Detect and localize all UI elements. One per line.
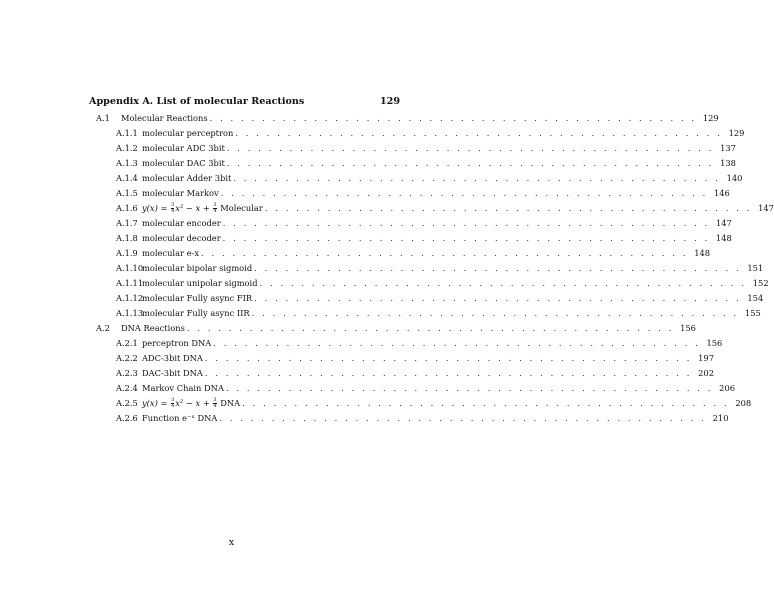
entry-number: A.2.3: [116, 368, 138, 378]
entry-number: A.2.1: [116, 338, 138, 348]
entry-title-math: [142, 201, 265, 215]
entry-number: A.1.11: [116, 278, 144, 288]
entry-title: molecular ADC 3bit: [142, 143, 225, 153]
entry-number: A.1.1: [116, 128, 138, 138]
entry-page-number: 147: [715, 218, 732, 228]
entry-number: A.1.9: [116, 248, 138, 258]
appendix-page-number: 129: [379, 96, 400, 107]
toc-section-a2[interactable]: [96, 321, 696, 335]
entry-page-number: 148: [694, 248, 711, 258]
entry-title-math: [142, 396, 242, 410]
section-page-number: 129: [702, 113, 719, 123]
entry-title: ADC-3bit DNA: [142, 353, 203, 363]
fraction: [171, 398, 174, 409]
fraction-denominator: 4: [171, 208, 175, 214]
toc-entry[interactable]: [116, 141, 736, 155]
entry-title: Markov Chain DNA: [142, 383, 224, 393]
toc-entry[interactable]: [116, 381, 736, 395]
dot-leader: . . . . . . . . . . . . . . . . . . . . . . . . . . . . . . . . . . . . . . . . . . . . . . .: [225, 383, 714, 393]
entry-number: A.1.13: [116, 308, 144, 318]
entry-title: molecular Fully async FIR: [142, 293, 253, 303]
toc-entry[interactable]: [116, 201, 774, 215]
fraction: [213, 398, 216, 409]
dot-leader: . . . . . . . . . . . . . . . . . . . . . . . . . . . . . . . . . . . . . . . . . . . . . . .: [264, 203, 752, 213]
dot-leader: . . . . . . . . . . . . . . . . . . . . . . . . . . . . . . . . . . . . . . . . . . . . . . .: [220, 188, 708, 198]
dot-leader: . . . . . . . . . . . . . . . . . . . . . . . . . . . . . . . . . . . . . . . . . . . . . . .: [226, 158, 714, 168]
entry-title: perceptron DNA: [142, 338, 212, 348]
fraction: [171, 203, 174, 214]
toc-entry[interactable]: [116, 291, 764, 305]
entry-page-number: 147: [758, 203, 774, 213]
entry-number: A.1.12: [116, 293, 144, 303]
entry-page-number: 208: [735, 398, 752, 408]
dot-leader: . . . . . . . . . . . . . . . . . . . . . . . . . . . . . . . . . . . . . . . . . . . . . . .: [204, 353, 692, 363]
entry-title: molecular encoder: [142, 218, 221, 228]
entry-title: DAC-3bit DNA: [142, 368, 203, 378]
toc-entry[interactable]: [116, 156, 736, 170]
entry-title: molecular Adder 3bit: [142, 173, 232, 183]
toc-entry[interactable]: [116, 396, 752, 410]
dot-leader: . . . . . . . . . . . . . . . . . . . . . . . . . . . . . . . . . . . . . . . . . . . . . . .: [235, 128, 723, 138]
toc-entry[interactable]: [116, 246, 711, 260]
entry-title: molecular Fully async IIR: [142, 308, 250, 318]
math-prefix: y(x) =: [142, 398, 171, 408]
math-middle: x² − x +: [175, 203, 213, 213]
dot-leader: . . . . . . . . . . . . . . . . . . . . . . . . . . . . . . . . . . . . . . . . . . . . . . .: [222, 218, 710, 228]
entry-page-number: 137: [720, 143, 736, 153]
page-footer-number: x: [228, 538, 235, 548]
dot-leader: . . . . . . . . . . . . . . . . . . . . . . . . . . . . . . . . . . . . . . . . . . . . . . .: [251, 308, 739, 318]
entry-page-number: 140: [726, 173, 743, 183]
dot-leader: . . . . . . . . . . . . . . . . . . . . . . . . . . . . . . . . . . . . . . . . . . . . . . .: [226, 143, 714, 153]
toc-entry[interactable]: [116, 411, 729, 425]
entry-page-number: 210: [712, 413, 729, 423]
entry-number: A.2.5: [116, 398, 138, 408]
entry-page-number: 146: [713, 188, 730, 198]
fraction: [213, 203, 216, 214]
entry-title: molecular perceptron: [142, 128, 234, 138]
fraction-numerator: 3: [171, 202, 175, 208]
entry-page-number: 197: [698, 353, 714, 363]
dot-leader: . . . . . . . . . . . . . . . . . . . . . . . . . . . . . . . . . . . . . . . . . . . . . . .: [209, 113, 697, 123]
dot-leader: . . . . . . . . . . . . . . . . . . . . . . . . . . . . . . . . . . . . . . . . . . . . . . .: [213, 338, 701, 348]
math-suffix: Molecular: [217, 203, 263, 213]
entry-page-number: 138: [720, 158, 736, 168]
toc-entry[interactable]: [116, 306, 761, 320]
entry-number: A.1.4: [116, 173, 138, 183]
dot-leader: . . . . . . . . . . . . . . . . . . . . . . . . . . . . . . . . . . . . . . . . . . . . . . .: [254, 263, 742, 273]
entry-page-number: 206: [719, 383, 736, 393]
entry-title: Function e⁻ˣ DNA: [142, 413, 218, 423]
dot-leader: . . . . . . . . . . . . . . . . . . . . . . . . . . . . . . . . . . . . . . . . . . . . . . .: [222, 233, 710, 243]
fraction-numerator: 3: [171, 397, 175, 403]
section-title: Molecular Reactions: [121, 113, 208, 123]
entry-page-number: 148: [715, 233, 732, 243]
entry-title: molecular bipolar sigmoid: [142, 263, 253, 273]
math-suffix: DNA: [217, 398, 241, 408]
math-prefix: y(x) =: [142, 203, 171, 213]
entry-page-number: 151: [747, 263, 764, 273]
entry-title: molecular Markov: [142, 188, 219, 198]
entry-page-number: 152: [752, 278, 769, 288]
entry-page-number: 156: [706, 338, 723, 348]
entry-number: A.1.7: [116, 218, 138, 228]
toc-entry[interactable]: [116, 336, 723, 350]
entry-page-number: 129: [728, 128, 745, 138]
section-page-number: 156: [680, 323, 696, 333]
entry-title: molecular DAC 3bit: [142, 158, 225, 168]
dot-leader: . . . . . . . . . . . . . . . . . . . . . . . . . . . . . . . . . . . . . . . . . . . . . . .: [186, 323, 674, 333]
entry-number: A.2.2: [116, 353, 138, 363]
toc-entry[interactable]: [116, 261, 764, 275]
entry-page-number: 155: [744, 308, 761, 318]
dot-leader: . . . . . . . . . . . . . . . . . . . . . . . . . . . . . . . . . . . . . . . . . . . . . . .: [259, 278, 747, 288]
fraction-denominator: 4: [213, 403, 217, 409]
entry-number: A.1.6: [116, 203, 138, 213]
fraction-numerator: 3: [213, 202, 217, 208]
entry-title: molecular e-x: [142, 248, 200, 258]
entry-title: molecular unipolar sigmoid: [142, 278, 258, 288]
fraction-denominator: 4: [213, 208, 217, 214]
toc-entry[interactable]: [116, 276, 769, 290]
dot-leader: . . . . . . . . . . . . . . . . . . . . . . . . . . . . . . . . . . . . . . . . . . . . . . .: [242, 398, 730, 408]
math-middle: x² − x +: [175, 398, 213, 408]
entry-number: A.1.5: [116, 188, 138, 198]
dot-leader: . . . . . . . . . . . . . . . . . . . . . . . . . . . . . . . . . . . . . . . . . . . . . . .: [201, 248, 689, 258]
entry-number: A.1.10: [116, 263, 144, 273]
entry-number: A.2.6: [116, 413, 138, 423]
dot-leader: . . . . . . . . . . . . . . . . . . . . . . . . . . . . . . . . . . . . . . . . . . . . . . .: [233, 173, 721, 183]
dot-leader: . . . . . . . . . . . . . . . . . . . . . . . . . . . . . . . . . . . . . . . . . . . . . . .: [204, 368, 692, 378]
toc-entry[interactable]: [116, 366, 714, 380]
fraction-denominator: 4: [171, 403, 175, 409]
entry-number: A.1.2: [116, 143, 138, 153]
toc-section-a1[interactable]: [96, 111, 719, 125]
entry-number: A.1.8: [116, 233, 138, 243]
section-title: DNA Reactions: [121, 323, 185, 333]
section-number: A.1: [96, 113, 110, 123]
entry-page-number: 202: [698, 368, 714, 378]
appendix-title: Appendix A. List of molecular Reactions: [89, 96, 305, 107]
entry-page-number: 154: [747, 293, 764, 303]
dot-leader: . . . . . . . . . . . . . . . . . . . . . . . . . . . . . . . . . . . . . . . . . . . . . . .: [254, 293, 742, 303]
fraction-numerator: 3: [213, 397, 217, 403]
toc-entry[interactable]: [116, 171, 743, 185]
dot-leader: . . . . . . . . . . . . . . . . . . . . . . . . . . . . . . . . . . . . . . . . . . . . . . .: [219, 413, 707, 423]
section-number: A.2: [96, 323, 110, 333]
entry-title: molecular decoder: [142, 233, 221, 243]
toc-entry[interactable]: [116, 126, 745, 140]
toc-entry[interactable]: [116, 231, 732, 245]
toc-entry[interactable]: [116, 186, 730, 200]
entry-number: A.2.4: [116, 383, 138, 393]
toc-entry[interactable]: [116, 351, 714, 365]
toc-entry[interactable]: [116, 216, 732, 230]
entry-number: A.1.3: [116, 158, 138, 168]
